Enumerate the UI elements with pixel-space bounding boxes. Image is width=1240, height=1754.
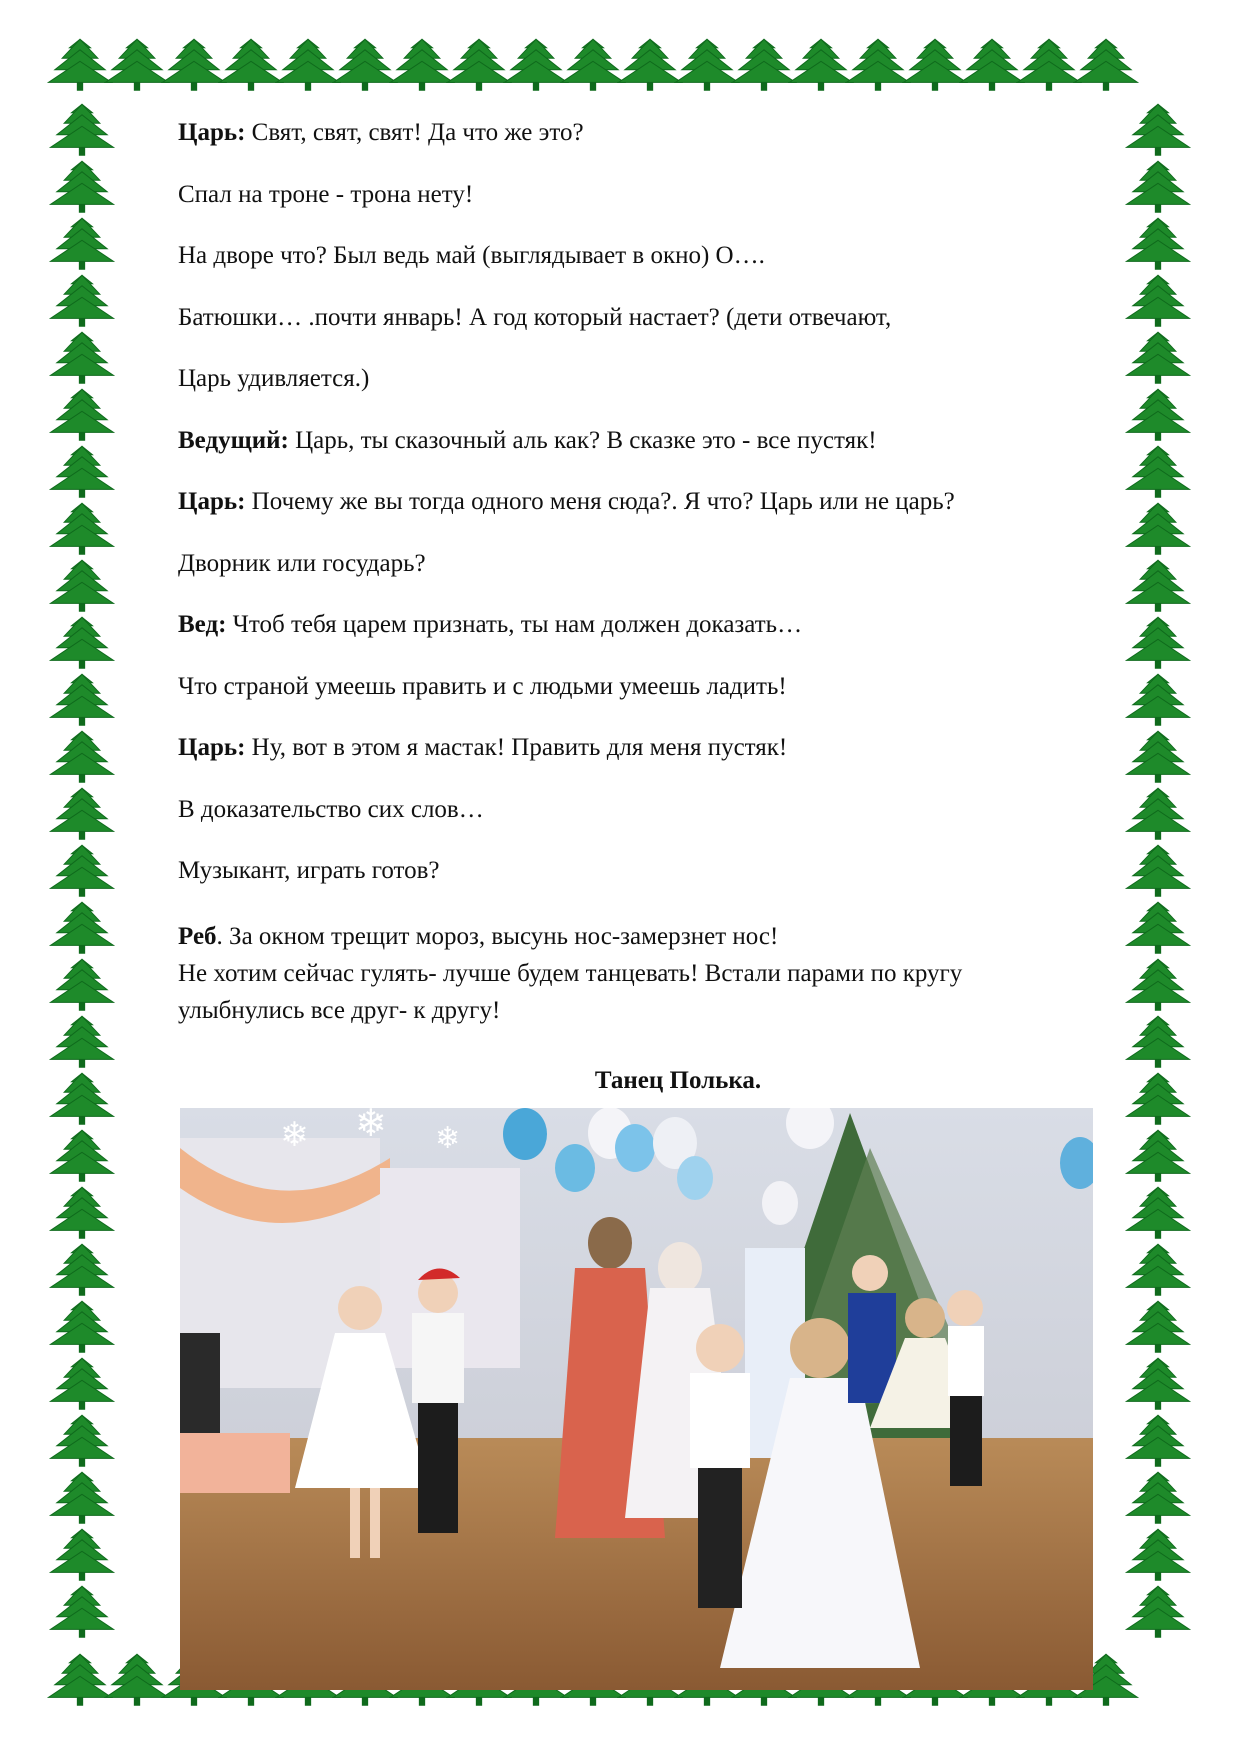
tree-icon: [51, 788, 114, 839]
tree-icon: [1127, 1472, 1190, 1523]
script-line: Царь удивляется.): [178, 365, 370, 392]
tree-icon: [51, 1073, 114, 1124]
tree-icon: [1127, 1529, 1190, 1580]
tree-icon: [51, 1358, 114, 1409]
tree-icon: [1127, 1586, 1190, 1637]
tree-icon: [51, 959, 114, 1010]
svg-text:❄: ❄: [355, 1108, 387, 1145]
photo-illustration: [180, 1108, 1093, 1690]
script-text: [178, 118, 1098, 1029]
tree-icon: [847, 39, 910, 90]
tree-icon: [51, 1016, 114, 1067]
tree-icon: [1127, 788, 1190, 839]
tree-icon: [106, 1654, 169, 1705]
tree-icon: [1127, 1244, 1190, 1295]
tree-icon: [51, 674, 114, 725]
tree-icon: [51, 560, 114, 611]
svg-text:❄: ❄: [435, 1121, 461, 1156]
tree-icon: [1127, 1187, 1190, 1238]
tree-icon: [904, 39, 967, 90]
tree-icon: [1127, 275, 1190, 326]
reb-line: Не хотим сейчас гулять- лучше будем танцевать! Встали парами по кругу: [178, 959, 963, 987]
tree-icon: [1127, 161, 1190, 212]
tree-icon: [1127, 332, 1190, 383]
tree-icon: [49, 1654, 112, 1705]
tree-icon: [51, 446, 114, 497]
tree-icon: [49, 39, 112, 90]
tree-icon: [51, 617, 114, 668]
tree-icon: [51, 731, 114, 782]
tree-icon: [51, 104, 114, 155]
script-line: Царь: Ну, вот в этом я мастак! Править для меня пустяк!: [178, 734, 788, 761]
tree-icon: [1127, 218, 1190, 269]
tree-icon: [334, 39, 397, 90]
tree-icon: [1127, 1301, 1190, 1352]
tree-icon: [619, 39, 682, 90]
script-line: Царь: Свят, свят, свят! Да что же это?: [178, 119, 584, 146]
tree-icon: [448, 39, 511, 90]
script-line: Спал на троне - трона нету!: [178, 180, 474, 208]
dance-caption: Танец Полька.: [594, 1067, 762, 1094]
tree-icon: [961, 39, 1024, 90]
tree-icon: [51, 332, 114, 383]
tree-icon: [51, 1187, 114, 1238]
tree-icon: [1127, 902, 1190, 953]
tree-icon: [1127, 845, 1190, 896]
party-photo: [180, 1108, 1093, 1690]
tree-icon: [51, 1472, 114, 1523]
tree-icon: [51, 1529, 114, 1580]
tree-icon: [51, 1130, 114, 1181]
script-line: Царь: Почему же вы тогда одного меня сюда?. Я что? Царь или не царь?: [178, 488, 955, 515]
tree-icon: [277, 39, 340, 90]
tree-icon: [163, 39, 226, 90]
tree-icon: [1127, 503, 1190, 554]
tree-icon: [1127, 1358, 1190, 1409]
tree-icon: [1127, 617, 1190, 668]
tree-icon: [562, 39, 625, 90]
tree-icon: [1127, 560, 1190, 611]
script-line: Дворник или государь?: [178, 549, 426, 577]
script-line: Вед: Чтоб тебя царем признать, ты нам должен доказать…: [178, 611, 803, 638]
tree-icon: [51, 845, 114, 896]
tree-icon: [106, 39, 169, 90]
script-line: Музыкант, играть готов?: [178, 857, 440, 884]
script-line: Ведущий: Царь, ты сказочный аль как? В сказке это - все пустяк!: [178, 426, 877, 454]
tree-icon: [1127, 731, 1190, 782]
script-line: На дворе что? Был ведь май (выглядывает в окно) О….: [178, 242, 765, 269]
tree-icon: [51, 389, 114, 440]
script-line: В доказательство сих слов…: [178, 795, 484, 823]
svg-text:❄: ❄: [280, 1115, 309, 1155]
tree-icon: [1127, 1130, 1190, 1181]
tree-icon: [1127, 959, 1190, 1010]
tree-icon: [51, 902, 114, 953]
tree-icon: [676, 39, 739, 90]
reb-line: Реб. За окном трещит мороз, высунь нос-замерзнет нос!: [178, 922, 779, 950]
tree-icon: [733, 39, 796, 90]
tree-icon: [220, 39, 283, 90]
tree-icon: [51, 1301, 114, 1352]
tree-icon: [51, 1415, 114, 1466]
tree-icon: [51, 503, 114, 554]
tree-icon: [51, 161, 114, 212]
script-line: Что страной умеешь править и с людьми умеешь ладить!: [178, 672, 787, 700]
tree-icon: [1018, 39, 1081, 90]
reb-line: улыбнулись все друг- к другу!: [178, 996, 501, 1024]
tree-icon: [1075, 39, 1138, 90]
tree-icon: [1127, 1073, 1190, 1124]
tree-icon: [505, 39, 568, 90]
tree-icon: [790, 39, 853, 90]
tree-icon: [51, 218, 114, 269]
tree-icon: [1127, 446, 1190, 497]
tree-icon: [1127, 104, 1190, 155]
balloon: [503, 1108, 547, 1160]
script-line: Батюшки… .почти январь! А год который настает? (дети отвечают,: [178, 303, 892, 331]
tree-icon: [1127, 674, 1190, 725]
tree-icon: [1127, 389, 1190, 440]
tree-icon: [1127, 1016, 1190, 1067]
tree-icon: [1127, 1415, 1190, 1466]
tree-icon: [51, 275, 114, 326]
tree-icon: [51, 1244, 114, 1295]
tree-icon: [51, 1586, 114, 1637]
tree-icon: [391, 39, 454, 90]
